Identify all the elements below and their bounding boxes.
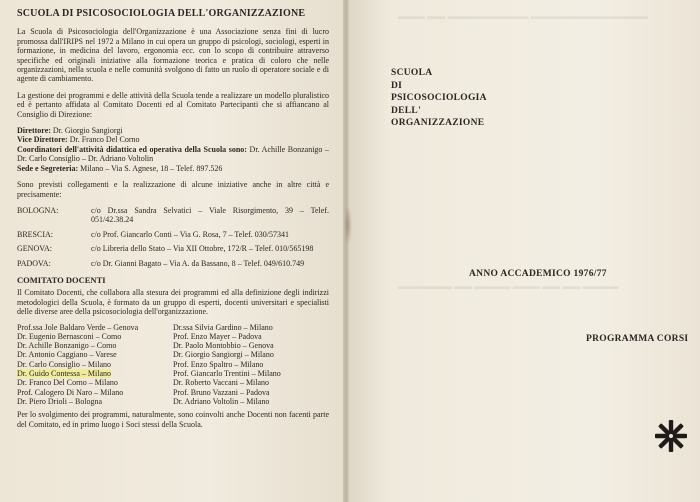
- list-item: [17, 230, 329, 239]
- academic-year: ANNO ACCADEMICO 1976/77: [469, 269, 607, 279]
- closing-paragraph: Per lo svolgimento dei programmi, naturalmente, sono coinvolti anche Docenti non facenti parte del Comitato, ed in primo luogo i Soci stessi della Scuola.: [17, 410, 329, 429]
- city-name: GENOVA:: [17, 244, 52, 254]
- cover-title-line: DI: [391, 80, 403, 91]
- direction-block: [17, 126, 329, 173]
- director-line: [17, 126, 329, 135]
- list-item: Dr. Roberto Vaccani – Milano: [173, 378, 270, 388]
- show-through-text: ▬▬▬ ▬▬ ▬▬▬▬▬▬▬▬▬ ▬▬▬▬▬▬▬▬▬▬▬▬▬: [398, 11, 648, 21]
- list-item: Dr. Carlo Consiglio – Milano: [17, 359, 111, 369]
- list-item: Prof. Enzo Mayer – Padova: [173, 331, 262, 341]
- director-label: Direttore:: [17, 126, 51, 136]
- list-item: Dr. Antonio Caggiano – Varese: [17, 350, 117, 360]
- list-item: [17, 206, 329, 225]
- city-name: PADOVA:: [17, 258, 51, 268]
- asterisk-logo-icon: [654, 419, 688, 453]
- vice-director-name: Dr. Franco Del Corno: [67, 135, 140, 145]
- director-name: Dr. Giorgio Sangiorgi: [50, 126, 123, 136]
- coordinators-names: Dr. Achille Bonzanigo – Dr. Carlo Consiglio – Dr. Adriano Voltolin: [17, 144, 330, 164]
- list-item: Dr. Giorgio Sangiorgi – Milano: [173, 350, 274, 360]
- left-content: [17, 8, 329, 436]
- list-item: [17, 369, 173, 378]
- vice-director-line: [17, 135, 329, 144]
- members-column-left: [17, 323, 173, 407]
- cover-title-line: SCUOLA: [391, 68, 433, 78]
- paper-stain: [344, 205, 352, 245]
- list-item: Dr. Achille Bonzanigo – Como: [17, 341, 117, 351]
- list-item: [17, 259, 329, 268]
- list-item: Dr. Eugenio Bernasconi – Como: [17, 331, 122, 341]
- list-item: Dr. Piero Drioli – Bologna: [17, 396, 103, 406]
- cities-list: [17, 206, 329, 268]
- committee-title: COMITATO DOCENTI: [17, 274, 106, 285]
- list-item: Prof.ssa Jole Baldaro Verde – Genova: [17, 322, 139, 332]
- office-line: [17, 164, 329, 173]
- list-item: Dr.ssa Silvia Gardino – Milano: [173, 322, 273, 332]
- program-heading: PROGRAMMA CORSI: [586, 334, 689, 344]
- cities-intro: Sono previsti collegamenti e la realizzazione di alcune iniziative anche in altre città e precisamente:: [17, 180, 329, 199]
- school-title: SCUOLA DI PSICOSOCIOLOGIA DELL'ORGANIZZAZIONE: [17, 8, 306, 19]
- list-item: Prof. Giancarlo Trentini – Milano: [173, 369, 281, 379]
- cover-title-line: ORGANIZZAZIONE: [391, 118, 485, 128]
- cover-title: [391, 67, 487, 130]
- vice-director-label: Vice Direttore:: [17, 135, 68, 145]
- list-item: Prof. Calogero Di Naro – Milano: [17, 387, 124, 397]
- intro-paragraph: La Scuola di Psicosociologia dell'Organizzazione è una Associazione senza fini di lucro promossa dall'IRIPS nel 1972 a Milano in cui opera un gruppo di psicologi, sociologi, esperti in formazione, in medicina del lavoro, ergonomia ecc. con lo scopo di contribuire attraverso specifiche ed originali iniziative alla formazione teorica e pratica di coloro che nelle organizzazioni, nella scuola e nelle comunità svolgono di fatto un ruolo di operatore sociale e di agente di cambiamento.: [17, 27, 329, 84]
- committee-paragraph: Il Comitato Docenti, che collabora alla stesura dei programmi ed alla definizione degli indirizzi metodologici della Scuola, è formato da un gruppo di esperti, docenti universitari e specialisti delle diverse aree della psicosociologia dell'organizzazione.: [17, 288, 329, 317]
- list-item: Dr. Franco Del Corno – Milano: [17, 378, 118, 388]
- office-label: Sede e Segreteria:: [17, 163, 79, 173]
- city-address: c/o Dr.ssa Sandra Selvatici – Viale Risorgimento, 39 – Telef. 051/42.38.24: [91, 205, 329, 225]
- city-address: c/o Dr. Gianni Bagato – Via A. da Bassano, 8 – Telef. 049/610.749: [91, 258, 305, 268]
- cover-title-line: PSICOSOCIOLOGIA: [391, 93, 487, 103]
- management-paragraph: La gestione dei programmi e delle attività della Scuola tende a realizzare un modello pluralistico ed è pertanto affidata al Comitato Docenti ed al Comitato Partecipanti che si affiancano al Consiglio di Direzione:: [17, 90, 329, 119]
- list-item: Dr. Paolo Montobbio – Genova: [173, 341, 274, 351]
- highlighted-member: Dr. Guido Contessa – Milano: [17, 369, 111, 379]
- center-fold: [343, 0, 349, 502]
- city-name: BOLOGNA:: [17, 205, 59, 215]
- coordinators-label: Coordinatori dell'attività didattica ed operativa della Scuola sono:: [17, 144, 247, 154]
- city-address: c/o Prof. Giancarlo Conti – Via G. Rosa, 7 – Telef. 030/57341: [91, 229, 289, 239]
- city-address: c/o Libreria dello Stato – Via XII Ottobre, 172/R – Telef. 010/565198: [91, 244, 314, 254]
- show-through-text: ▬▬▬▬▬▬ ▬▬ ▬▬▬▬ ▬▬▬ ▬▬ ▬▬ ▬▬▬▬: [398, 281, 619, 291]
- list-item: Dr. Adriano Voltolin – Milano: [173, 396, 270, 406]
- cover-title-line: DELL': [391, 105, 422, 116]
- office-address: Milano – Via S. Agnese, 18 – Telef. 897.526: [78, 163, 223, 173]
- committee-members: [17, 323, 329, 407]
- list-item: Prof. Bruno Vazzani – Padova: [173, 387, 270, 397]
- city-name: BRESCIA:: [17, 229, 54, 239]
- list-item: [17, 244, 329, 253]
- list-item: Prof. Enzo Spaltro – Milano: [173, 359, 264, 369]
- coordinators-line: [17, 145, 329, 164]
- members-column-right: [173, 323, 329, 407]
